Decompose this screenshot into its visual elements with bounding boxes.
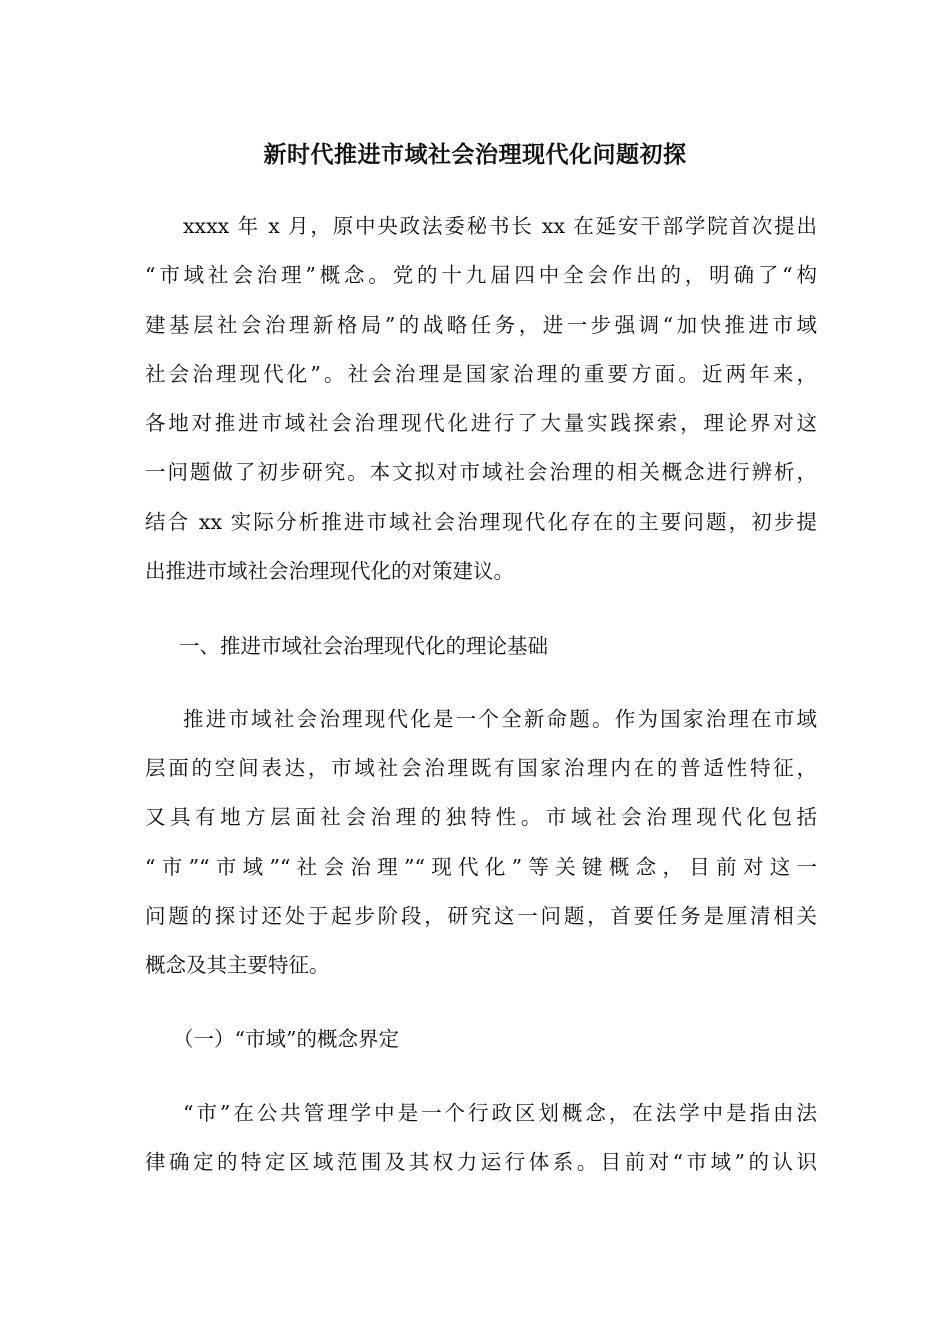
- section-heading-1: 一、推进市域社会治理现代化的理论基础: [179, 634, 548, 658]
- para1-line-7: 结合 xx 实际分析推进市域社会治理现代化存在的主要问题，初步提: [145, 510, 817, 534]
- document-title: 新时代推进市域社会治理现代化问题初探: [263, 141, 687, 168]
- para1-line-3: 建基层社会治理新格局”的战略任务，进一步强调“加快推进市域: [145, 313, 817, 337]
- para2-line-5: 问题的探讨还处于起步阶段，研究这一问题，首要任务是厘清相关: [145, 904, 817, 928]
- para1-line-6: 一问题做了初步研究。本文拟对市域社会治理的相关概念进行辨析，: [145, 460, 817, 484]
- para2-line-1: 推进市域社会治理现代化是一个全新命题。作为国家治理在市域: [183, 707, 817, 731]
- para1-line-1: xxxx 年 x 月，原中央政法委秘书长 xx 在延安干部学院首次提出: [183, 214, 817, 238]
- para1-line-5: 各地对推进市域社会治理现代化进行了大量实践探索，理论界对这: [145, 411, 817, 435]
- para2-line-4: “市”“市域”“社会治理”“现代化”等关键概念，目前对这一: [145, 855, 817, 879]
- para2-line-6: 概念及其主要特征。: [145, 953, 330, 977]
- para1-line-8: 出推进市域社会治理现代化的对策建议。: [145, 559, 514, 583]
- para3-line-1: “市”在公共管理学中是一个行政区划概念，在法学中是指由法: [183, 1101, 817, 1125]
- para1-line-2: “市域社会治理”概念。党的十九届四中全会作出的，明确了“构: [145, 263, 817, 287]
- section-heading-2: （一）“市域”的概念界定: [173, 1027, 399, 1051]
- para1-line-4: 社会治理现代化”。社会治理是国家治理的重要方面。近两年来，: [145, 362, 817, 386]
- para2-line-3: 又具有地方层面社会治理的独特性。市域社会治理现代化包括: [145, 805, 817, 829]
- para3-line-2: 律确定的特定区域范围及其权力运行体系。目前对“市域”的认识: [145, 1150, 817, 1174]
- para2-line-2: 层面的空间表达，市域社会治理既有国家治理内在的普适性特征，: [145, 756, 817, 780]
